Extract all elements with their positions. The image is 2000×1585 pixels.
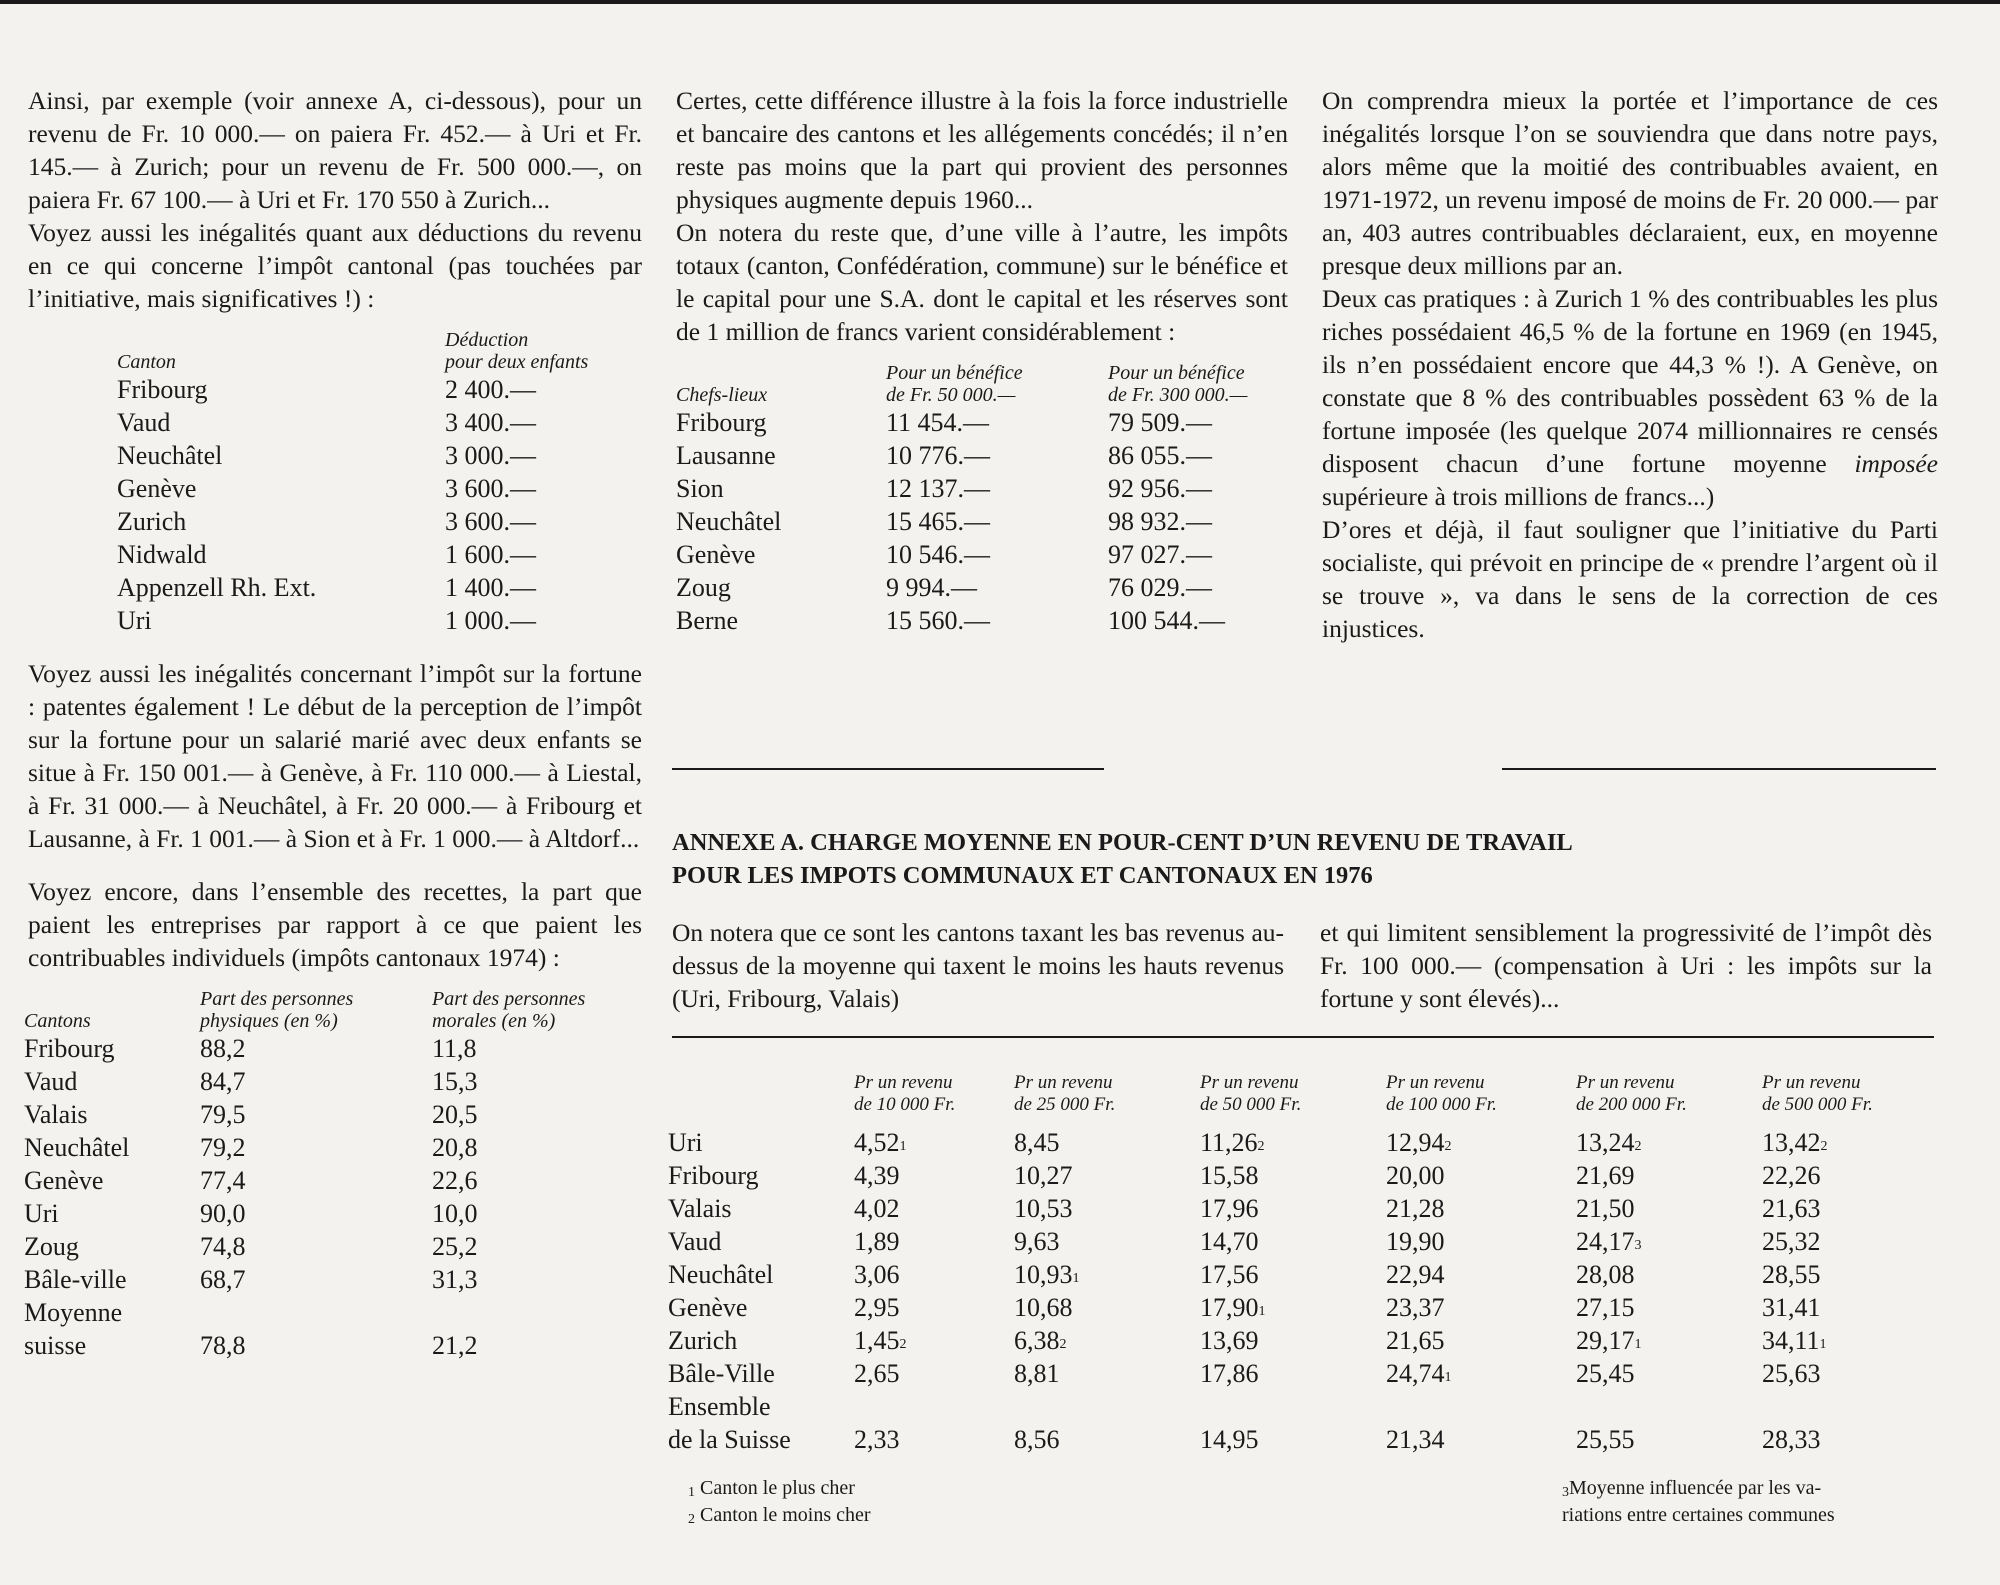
divider-middle [672, 768, 1104, 770]
table-row [676, 604, 1247, 637]
table-cell: 8,45 [1014, 1128, 1060, 1157]
table-header-canton: Canton [117, 351, 176, 373]
footnote-marker: 2 [899, 1337, 907, 1352]
table-cell-label: Fribourg [668, 1161, 759, 1190]
table-cell: 21,34 [1386, 1425, 1445, 1454]
table-row [24, 1296, 585, 1362]
table-cell: 34,11$^1$ [1762, 1326, 1827, 1355]
benefice-table [676, 362, 1247, 637]
table-cell: 22,94 [1386, 1260, 1445, 1289]
annex-divider [672, 1036, 1934, 1038]
table-cell: 29,17$^1$ [1576, 1326, 1642, 1355]
recettes-table-body [24, 1032, 585, 1296]
table-row [668, 1357, 1942, 1390]
annex-table-wrap [668, 1072, 1942, 1456]
table-cell-label: Neuchâtel [668, 1260, 774, 1289]
col1-paragraph-1: Ainsi, par exemple (voir annexe A, ci-dessous), pour un revenu de Fr. 10 000.— on paiera Fr. 452.— à Uri et Fr. 145.— à Zurich; pour un revenu de Fr. 500 000.—, on paiera Fr. 67 100.— à Uri et Fr. 170 550 à Zurich... [28, 86, 642, 214]
table-cell: 20,00 [1386, 1161, 1445, 1190]
table-row [117, 439, 588, 472]
table-cell: 25,55 [1576, 1425, 1635, 1454]
annex-table-body [668, 1126, 1942, 1390]
table-cell: 79,2 [200, 1133, 246, 1162]
table-header-morales: Part des personnes morales (en %) [432, 988, 586, 1032]
annex-title: ANNEXE A. CHARGE MOYENNE EN POUR-CENT D’UN REVENU DE TRAVAIL POUR LES IMPOTS COMMUNAUX ET CANTONAUX EN 1976 [672, 829, 1573, 889]
annex-footnotes-left [688, 1475, 871, 1529]
table-cell: 21,2 [432, 1331, 478, 1360]
table-cell: 1 600.— [445, 540, 536, 569]
table-cell: 10,0 [432, 1199, 478, 1228]
table-row [117, 571, 588, 604]
table-cell: 11 454.— [886, 408, 990, 437]
table-cell: 10,68 [1014, 1293, 1073, 1322]
annex-intro-right-text: et qui limitent sensiblement la progressivité de l’impôt dès Fr. 100 000.— (compensation à Uri : les impôts sur la fortune y sont élevés)... [1320, 918, 1932, 1013]
table-cell: Genève [24, 1166, 104, 1195]
table-cell: 84,7 [200, 1067, 246, 1096]
table-row [24, 1263, 585, 1296]
table-row [117, 538, 588, 571]
table-cell: 12,94$^2$ [1386, 1128, 1452, 1157]
table-cell: 1,45$^2$ [854, 1326, 907, 1355]
table-row [24, 1098, 585, 1131]
table-row [668, 1159, 1942, 1192]
table-cell: Neuchâtel [117, 441, 223, 470]
table-cell: Uri [24, 1199, 59, 1228]
table-cell: 17,96 [1200, 1194, 1259, 1223]
table-cell: Fribourg [117, 375, 208, 404]
table-header-chefs-lieux: Chefs-lieux [676, 384, 768, 406]
table-cell: 86 055.— [1108, 441, 1212, 470]
table-cell: 9 994.— [886, 573, 977, 602]
benefice-table-body [676, 406, 1247, 637]
table-cell: 21,69 [1576, 1161, 1635, 1190]
table-cell: 13,42$^2$ [1762, 1128, 1828, 1157]
table-row [668, 1324, 1942, 1357]
footnote-marker: 1 [1819, 1337, 1827, 1352]
table-row [676, 538, 1247, 571]
table-row [668, 1126, 1942, 1159]
table-cell: 19,90 [1386, 1227, 1445, 1256]
table-row [117, 406, 588, 439]
col3-paragraph-3: D’ores et déjà, il faut souligner que l’initiative du Parti socialiste, qui prévoit en principe de « prendre l’argent où il se trouve », va dans le sens de la correction de ces injustices. [1322, 515, 1938, 643]
table-cell: Vaud [24, 1067, 78, 1096]
table-row [24, 1230, 585, 1263]
table-cell: 3,06 [854, 1260, 900, 1289]
table-cell: 10,53 [1014, 1194, 1073, 1223]
table-cell: 1 000.— [445, 606, 536, 635]
table-cell: Zoug [676, 573, 731, 602]
table-cell: 10 776.— [886, 441, 990, 470]
table-cell: 15,58 [1200, 1161, 1259, 1190]
table-cell: 14,70 [1200, 1227, 1259, 1256]
footnote-marker: 1 [1258, 1304, 1266, 1319]
table-cell: Valais [24, 1100, 88, 1129]
table-cell: 4,39 [854, 1161, 900, 1190]
table-row [117, 373, 588, 406]
table-cell: 2 400.— [445, 375, 536, 404]
table-row [676, 472, 1247, 505]
footnote-marker: 2 [1634, 1139, 1642, 1154]
table-cell: 90,0 [200, 1199, 246, 1228]
footnote-3-cont: riations entre certaines communes [1562, 1504, 1835, 1526]
table-cell-label: Bâle-Ville [668, 1359, 775, 1388]
table-cell: 2,65 [854, 1359, 900, 1388]
table-row [117, 604, 588, 637]
table-cell: Fribourg [676, 408, 767, 437]
deductions-table [117, 329, 588, 637]
table-cell: 98 932.— [1108, 507, 1212, 536]
column-middle [676, 84, 1288, 637]
table-row [117, 472, 588, 505]
table-cell: 3 600.— [445, 474, 536, 503]
annex-header-income-2: Pr un revenu de 50 000 Fr. [1200, 1072, 1302, 1115]
table-row [24, 1065, 585, 1098]
table-cell: 68,7 [200, 1265, 246, 1294]
table-cell: 11,26$^2$ [1200, 1128, 1265, 1157]
table-cell: 25,63 [1762, 1359, 1821, 1388]
table-cell: Neuchâtel [676, 507, 782, 536]
footnote-1: $^1$ Canton le plus cher [688, 1477, 855, 1500]
table-cell: Zurich [117, 507, 187, 536]
footnote-2: $^2$ Canton le moins cher [688, 1504, 871, 1527]
col2-paragraph-2: On notera du reste que, d’une ville à l’autre, les impôts totaux (canton, Confédération, commune) sur le bénéfice et le capital pour une S.A. dont le capital et les réserves sont de 1 million de francs varient considérablement : [676, 218, 1288, 346]
table-cell: 28,55 [1762, 1260, 1821, 1289]
table-cell: Berne [676, 606, 739, 635]
table-cell: 17,56 [1200, 1260, 1259, 1289]
table-row [676, 439, 1247, 472]
table-row [668, 1291, 1942, 1324]
footnote-marker: 2 [1059, 1337, 1067, 1352]
footnote-marker: 1 [899, 1139, 907, 1154]
annex-intro-right [1320, 916, 1932, 1015]
table-cell: 77,4 [200, 1166, 246, 1195]
table-cell: 25,32 [1762, 1227, 1821, 1256]
table-row [668, 1192, 1942, 1225]
table-cell: 4,02 [854, 1194, 900, 1223]
table-cell: 78,8 [200, 1331, 246, 1360]
table-cell: 21,50 [1576, 1194, 1635, 1223]
column-left [24, 84, 642, 1362]
table-cell: 10,93$^1$ [1014, 1260, 1080, 1289]
table-cell: Genève [676, 540, 756, 569]
col1-paragraph-3: Voyez aussi les inégalités concernant l’impôt sur la fortune : patentes également ! Le début de la perception de l’impôt sur la fortune pour un salarié marié avec deux enfants se situe à Fr. 150 001.— à Genève, à Fr. 110 000.— à Liestal, à Fr. 31 000.— à Neuchâtel, à Fr. 20 000.— à Fribourg et Lausanne, à Fr. 1 001.— à Sion et à Fr. 1 000.— à Altdorf... [28, 659, 642, 853]
table-cell: 79,5 [200, 1100, 246, 1129]
table-cell: 31,3 [432, 1265, 478, 1294]
table-cell: 3 000.— [445, 441, 536, 470]
table-cell: 15 560.— [886, 606, 990, 635]
table-cell: 6,38$^2$ [1014, 1326, 1067, 1355]
table-cell: Nidwald [117, 540, 207, 569]
table-row [24, 1164, 585, 1197]
table-cell: 74,8 [200, 1232, 246, 1261]
table-cell: 100 544.— [1108, 606, 1225, 635]
table-cell-label: Genève [668, 1293, 748, 1322]
recettes-table [24, 988, 585, 1362]
table-cell: 17,90$^1$ [1200, 1293, 1266, 1322]
table-cell: 25,45 [1576, 1359, 1635, 1388]
table-row [676, 571, 1247, 604]
table-row [668, 1258, 1942, 1291]
annex-header-income-0: Pr un revenu de 10 000 Fr. [854, 1072, 956, 1115]
table-cell: 21,28 [1386, 1194, 1445, 1223]
table-cell: 8,81 [1014, 1359, 1060, 1388]
table-cell: 28,08 [1576, 1260, 1635, 1289]
table-header-benefice-50000: Pour un bénéfice de Fr. 50 000.— [886, 362, 1023, 406]
footnote-3: $^3$Moyenne influencée par les va- [1562, 1477, 1822, 1500]
table-cell: 20,5 [432, 1100, 478, 1129]
annex-header-income-1: Pr un revenu de 25 000 Fr. [1014, 1072, 1116, 1115]
table-cell: 21,63 [1762, 1194, 1821, 1223]
table-cell: 97 027.— [1108, 540, 1212, 569]
table-cell: 12 137.— [886, 474, 990, 503]
table-cell: Vaud [117, 408, 171, 437]
table-cell-label: Uri [668, 1128, 703, 1157]
table-cell-label: Zurich [668, 1326, 738, 1355]
table-cell: 76 029.— [1108, 573, 1212, 602]
table-cell: 88,2 [200, 1034, 246, 1063]
table-cell: 79 509.— [1108, 408, 1212, 437]
table-cell: 27,15 [1576, 1293, 1635, 1322]
annex-header-income-5: Pr un revenu de 500 000 Fr. [1762, 1072, 1873, 1115]
table-row [676, 505, 1247, 538]
table-cell: 11,8 [432, 1034, 477, 1063]
table-cell: 3 600.— [445, 507, 536, 536]
footnote-marker: 2 [1257, 1139, 1265, 1154]
table-cell: Fribourg [24, 1034, 115, 1063]
table-cell: 15 465.— [886, 507, 990, 536]
table-cell: 31,41 [1762, 1293, 1821, 1322]
table-cell: Uri [117, 606, 152, 635]
table-cell: 92 956.— [1108, 474, 1212, 503]
footnote-marker: 1 [1444, 1370, 1452, 1385]
table-cell: 15,3 [432, 1067, 478, 1096]
annex-table [668, 1072, 1942, 1456]
table-row [668, 1390, 1942, 1456]
annex-intro-left-text: On notera que ce sont les cantons taxant les bas revenus au-dessus de la moyenne qui taxent le moins les hauts revenus (Uri, Fribourg, Valais) [672, 918, 1284, 1013]
footnote-marker: 2 [1444, 1139, 1452, 1154]
table-cell: 8,56 [1014, 1425, 1060, 1454]
table-cell: Genève [117, 474, 197, 503]
col1-paragraph-4: Voyez encore, dans l’ensemble des recettes, la part que paient les entreprises par rapport à ce que paient les contribuables individuels (impôts cantonaux 1974) : [28, 877, 642, 972]
column-right [1322, 84, 1938, 645]
footnote-marker: 2 [1820, 1139, 1828, 1154]
table-cell: 1 400.— [445, 573, 536, 602]
footnote-marker: 3 [1634, 1238, 1642, 1253]
col3-paragraph-1: On comprendra mieux la portée et l’importance de ces inégalités lorsque l’on se souviendra que dans notre pays, alors même que la moitié des contribuables avaient, en 1971-1972, un revenu imposé de moins de Fr. 20 000.— par an, 403 autres contribuables déclaraient, eux, en moyenne presque deux millions par an. [1322, 86, 1938, 280]
table-cell-label: Vaud [668, 1227, 722, 1256]
table-cell: 21,65 [1386, 1326, 1445, 1355]
table-cell: 25,2 [432, 1232, 478, 1261]
table-row [676, 406, 1247, 439]
table-cell-label: Valais [668, 1194, 732, 1223]
divider-right [1502, 768, 1936, 770]
table-cell: 4,52$^1$ [854, 1128, 907, 1157]
table-cell: 24,17$^3$ [1576, 1227, 1642, 1256]
table-row [117, 505, 588, 538]
footnote-marker: 1 [1072, 1271, 1080, 1286]
table-header-benefice-300000: Pour un bénéfice de Fr. 300 000.— [1108, 362, 1248, 406]
table-header-cantons: Cantons [24, 1010, 91, 1032]
deductions-table-body [117, 373, 588, 637]
top-border-line [0, 0, 2000, 4]
table-cell: 10,27 [1014, 1161, 1073, 1190]
table-cell: Lausanne [676, 441, 776, 470]
table-row [24, 1197, 585, 1230]
annex-footnotes-right [1562, 1475, 1835, 1529]
annex-header-income-3: Pr un revenu de 100 000 Fr. [1386, 1072, 1497, 1115]
table-row [668, 1225, 1942, 1258]
table-cell: 22,26 [1762, 1161, 1821, 1190]
table-cell: 9,63 [1014, 1227, 1060, 1256]
col2-paragraph-1: Certes, cette différence illustre à la fois la force industrielle et bancaire des cantons et les allégements concédés; il n’en reste pas moins que la part qui provient des personnes physiques augmente depuis 1960... [676, 86, 1288, 214]
table-cell: 28,33 [1762, 1425, 1821, 1454]
table-cell: Sion [676, 474, 724, 503]
table-cell: 1,89 [854, 1227, 900, 1256]
table-cell: Neuchâtel [24, 1133, 130, 1162]
table-cell: 3 400.— [445, 408, 536, 437]
col1-paragraph-2: Voyez aussi les inégalités quant aux déductions du revenu en ce qui concerne l’impôt cantonal (pas touchées par l’initiative, mais significatives !) : [28, 218, 642, 313]
footnote-marker: 1 [1634, 1337, 1642, 1352]
annex-header-empty [668, 1072, 854, 1126]
table-cell: 24,74$^1$ [1386, 1359, 1452, 1388]
col3-paragraph-2: Deux cas pratiques : à Zurich 1 % des contribuables les plus riches possédaient 46,5 % de la fortune en 1969 (en 1945, ils n’en possédaient encore que 44,3 % !). A Genève, on constate que 8 % des contribuables possèdent 63 % de la fortune imposée (les quelque 2074 millionnaires re censés disposent chacun d’une fortune moyenne imposée supérieure à trois millions de francs...) [1322, 284, 1938, 511]
table-cell: 22,6 [432, 1166, 478, 1195]
table-header-deduction: Déduction pour deux enfants [445, 329, 589, 373]
table-header-physiques: Part des personnes physiques (en %) [200, 988, 354, 1032]
table-cell: 2,95 [854, 1293, 900, 1322]
table-cell: Appenzell Rh. Ext. [117, 573, 317, 602]
table-cell: 17,86 [1200, 1359, 1259, 1388]
table-cell: 10 546.— [886, 540, 990, 569]
annex-header-income-4: Pr un revenu de 200 000 Fr. [1576, 1072, 1687, 1115]
table-cell: 13,24$^2$ [1576, 1128, 1642, 1157]
table-cell: 23,37 [1386, 1293, 1445, 1322]
table-cell: Bâle-ville [24, 1265, 127, 1294]
table-row [24, 1131, 585, 1164]
annex-intro-left [672, 916, 1284, 1015]
table-cell: 13,69 [1200, 1326, 1259, 1355]
table-cell: 20,8 [432, 1133, 478, 1162]
table-cell-label: Ensemble de la Suisse [668, 1392, 791, 1454]
annex-table-header-row [668, 1072, 1942, 1126]
table-cell: 2,33 [854, 1425, 900, 1454]
table-cell: Moyenne suisse [24, 1298, 123, 1360]
table-cell: Zoug [24, 1232, 79, 1261]
table-cell: 14,95 [1200, 1425, 1259, 1454]
table-row [24, 1032, 585, 1065]
